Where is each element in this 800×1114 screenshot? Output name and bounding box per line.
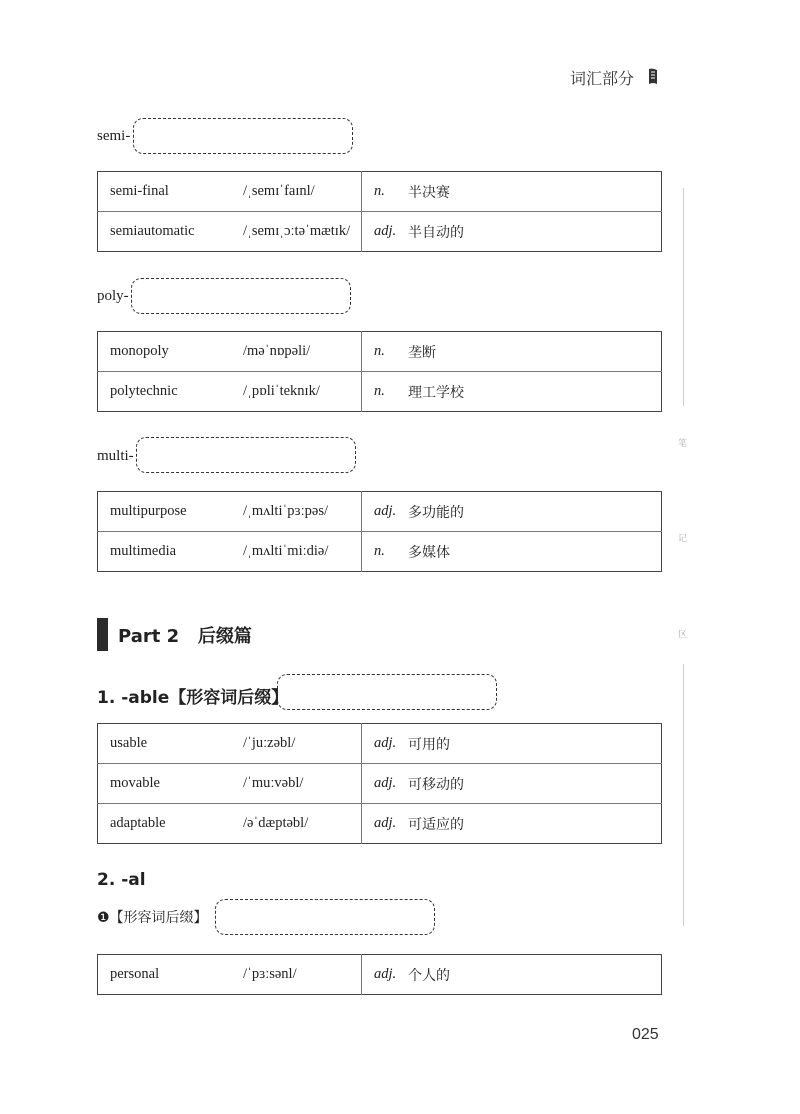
meaning-cell: 垄断: [408, 344, 436, 361]
pos-cell: n.: [374, 183, 385, 199]
page-number: 025: [632, 1026, 659, 1043]
notes-divider-top: [683, 188, 684, 406]
table-row: [98, 804, 662, 844]
pos-cell: n.: [362, 372, 409, 412]
ipa-cell: /ˈmuːvəbl/: [243, 764, 362, 804]
section-title: 1. -able【形容词后缀】: [97, 688, 289, 708]
ipa-cell: /məˈnɒpəli/: [243, 332, 362, 372]
part-marker-bar: [97, 618, 108, 651]
ipa-cell: /ˌsemɪˌɔːtəˈmætɪk/: [243, 212, 362, 252]
table-row: [98, 172, 662, 212]
table-row: [98, 724, 662, 764]
ipa-cell: /ˈjuːzəbl/: [243, 724, 362, 764]
ipa-cell: /ˌsemɪˈfaɪnl/: [243, 172, 362, 212]
notes-char: 记: [678, 534, 688, 544]
pos-cell: adj.: [362, 212, 409, 252]
book-icon: [647, 68, 659, 86]
table-row: [98, 332, 662, 372]
vocab-table: [97, 954, 662, 995]
table-row: [98, 532, 662, 572]
table-row: [98, 764, 662, 804]
answer-blank-box[interactable]: [131, 278, 351, 314]
notes-char: 区: [678, 630, 688, 640]
running-header: 词汇部分: [570, 69, 635, 88]
table-row: [98, 372, 662, 412]
table-row: [98, 955, 662, 995]
word-cell: multipurpose: [110, 503, 187, 519]
pos-cell: adj.: [362, 804, 409, 844]
answer-blank-box[interactable]: [133, 118, 353, 154]
word-cell: personal: [110, 966, 160, 982]
word-cell: monopoly: [110, 343, 169, 359]
prefix-label: semi-: [97, 128, 131, 144]
meaning-cell: 多媒体: [408, 532, 662, 572]
meaning-cell: 理工学校: [408, 372, 662, 412]
ipa-cell: /ˌpɒliˈteknɪk/: [243, 372, 362, 412]
vocab-table: [97, 331, 662, 412]
meaning-cell: 可适应的: [408, 804, 662, 844]
ipa-cell: /əˈdæptəbl/: [243, 804, 362, 844]
word-cell: multimedia: [98, 532, 244, 572]
meaning-cell: 可移动的: [408, 764, 662, 804]
ipa-cell: /ˌmʌltiˈpɜːpəs/: [243, 492, 362, 532]
word-cell: semi-final: [110, 183, 169, 199]
vocab-table: [97, 491, 662, 572]
vocab-table: [97, 723, 662, 844]
prefix-label: multi-: [97, 448, 134, 464]
part-title: Part 2 后缀篇: [118, 626, 252, 647]
section-title: 2. -al: [97, 870, 146, 890]
word-cell: movable: [98, 764, 244, 804]
pos-cell: n.: [374, 343, 385, 359]
pos-cell: adj.: [362, 764, 409, 804]
pos-cell: adj.: [374, 966, 397, 982]
meaning-cell: 多功能的: [408, 504, 464, 521]
answer-blank-box[interactable]: [277, 674, 497, 710]
answer-blank-box[interactable]: [215, 899, 435, 935]
meaning-cell: 半决赛: [408, 184, 450, 201]
pos-cell: adj.: [374, 735, 397, 751]
word-cell: adaptable: [98, 804, 244, 844]
table-row: [98, 212, 662, 252]
word-cell: semiautomatic: [98, 212, 244, 252]
meaning-cell: 半自动的: [408, 212, 662, 252]
table-row: [98, 492, 662, 532]
meaning-cell: 个人的: [408, 967, 450, 984]
section-subtitle: ❶【形容词后缀】: [97, 910, 208, 926]
ipa-cell: /ˌmʌltiˈmiːdiə/: [243, 532, 362, 572]
vocab-table: [97, 171, 662, 252]
prefix-label: poly-: [97, 288, 129, 304]
notes-divider-bottom: [683, 664, 684, 926]
word-cell: polytechnic: [98, 372, 244, 412]
notes-char: 笔: [678, 439, 688, 449]
pos-cell: adj.: [374, 503, 397, 519]
word-cell: usable: [110, 735, 148, 751]
pos-cell: n.: [362, 532, 409, 572]
meaning-cell: 可用的: [408, 736, 450, 753]
answer-blank-box[interactable]: [136, 437, 356, 473]
ipa-cell: /ˈpɜːsənl/: [243, 955, 362, 995]
